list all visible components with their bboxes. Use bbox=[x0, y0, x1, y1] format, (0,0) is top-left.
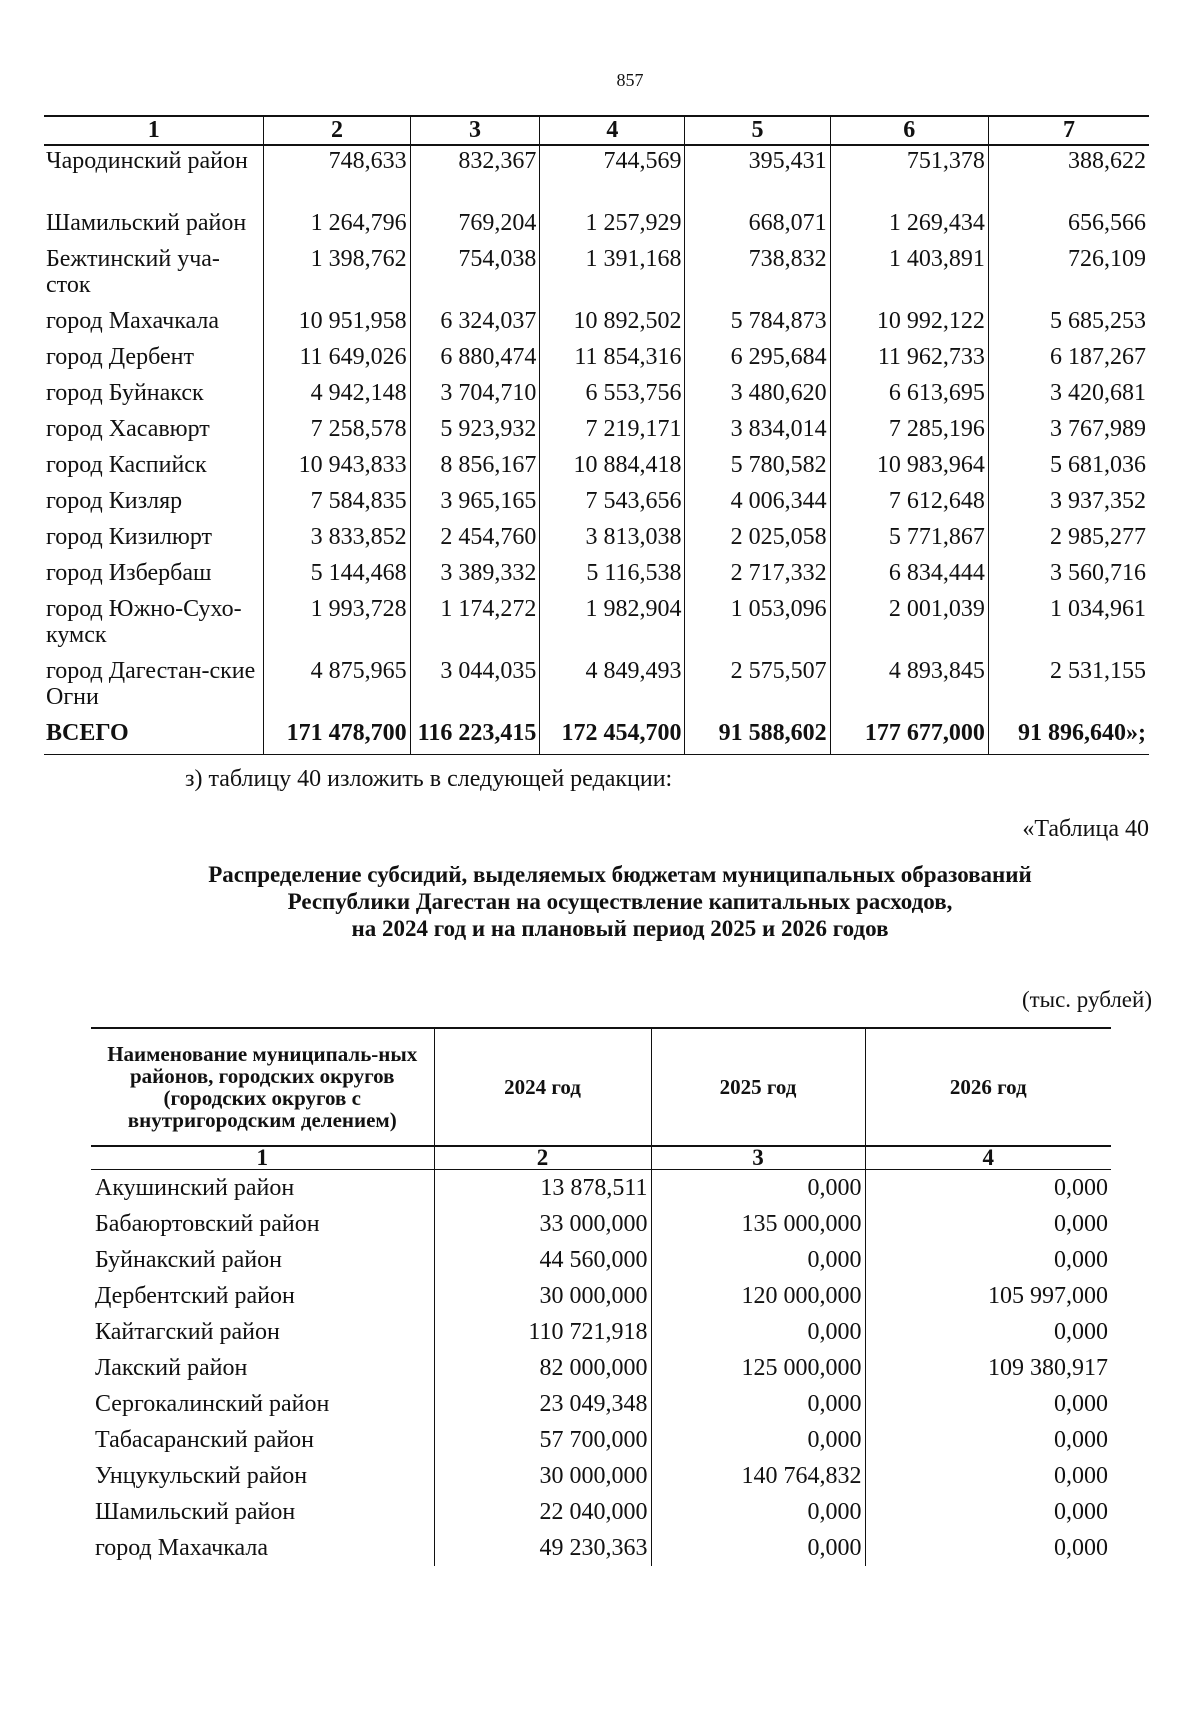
value-cell: 3 560,716 bbox=[988, 560, 1149, 596]
municipality-name: Сергокалинский район bbox=[95, 1391, 330, 1417]
value-cell: 82 000,000 bbox=[434, 1350, 651, 1386]
value-cell: 832,367 bbox=[410, 145, 540, 210]
municipality-name: Чародинский район bbox=[46, 148, 248, 174]
value-cell: 1 034,961 bbox=[988, 596, 1149, 658]
units-label: (тыс. рублей) bbox=[1021, 987, 1152, 1012]
table-row bbox=[44, 416, 1149, 452]
total-cell: 172 454,700 bbox=[540, 720, 685, 755]
value-cell: 3 965,165 bbox=[410, 488, 540, 524]
value-cell: 0,000 bbox=[865, 1170, 1111, 1207]
table1-col-number: 2 bbox=[264, 116, 410, 145]
value-cell: 57 700,000 bbox=[434, 1422, 651, 1458]
value-cell: 1 264,796 bbox=[264, 210, 410, 246]
value-cell: 0,000 bbox=[651, 1530, 865, 1566]
value-cell: 30 000,000 bbox=[434, 1278, 651, 1314]
table-row bbox=[91, 1170, 1111, 1207]
table-row bbox=[44, 658, 1149, 720]
value-cell: 5 685,253 bbox=[988, 308, 1149, 344]
value-cell: 4 006,344 bbox=[685, 488, 830, 524]
value-cell: 2 985,277 bbox=[988, 524, 1149, 560]
table-row bbox=[44, 145, 1149, 210]
municipality-name: город Буйнакск bbox=[46, 380, 204, 406]
municipality-name: город Махачкала bbox=[95, 1535, 268, 1561]
value-cell: 8 856,167 bbox=[410, 452, 540, 488]
municipality-name: город Кизилюрт bbox=[46, 524, 213, 550]
table2-col-number: 3 bbox=[651, 1146, 865, 1170]
value-cell: 0,000 bbox=[865, 1530, 1111, 1566]
value-cell: 6 834,444 bbox=[830, 560, 988, 596]
value-cell: 0,000 bbox=[865, 1386, 1111, 1422]
value-cell: 10 951,958 bbox=[264, 308, 410, 344]
value-cell: 105 997,000 bbox=[865, 1278, 1111, 1314]
value-cell: 748,633 bbox=[264, 145, 410, 210]
table-label: «Таблица 40 bbox=[1022, 816, 1149, 842]
table2-col-number: 2 bbox=[434, 1146, 651, 1170]
value-cell: 7 258,578 bbox=[264, 416, 410, 452]
value-cell: 44 560,000 bbox=[434, 1242, 651, 1278]
value-cell: 1 257,929 bbox=[540, 210, 685, 246]
value-cell: 1 398,762 bbox=[264, 246, 410, 308]
value-cell: 0,000 bbox=[651, 1314, 865, 1350]
table-row bbox=[91, 1242, 1111, 1278]
table-row bbox=[44, 596, 1149, 658]
value-cell: 30 000,000 bbox=[434, 1458, 651, 1494]
value-cell: 3 937,352 bbox=[988, 488, 1149, 524]
value-cell: 10 943,833 bbox=[264, 452, 410, 488]
table1-header-row bbox=[44, 116, 1149, 145]
value-cell: 140 764,832 bbox=[651, 1458, 865, 1494]
municipality-name: Кайтагский район bbox=[95, 1319, 280, 1345]
value-cell: 0,000 bbox=[865, 1314, 1111, 1350]
municipality-name: город Каспийск bbox=[46, 452, 207, 478]
municipality-name: Буйнакский район bbox=[95, 1247, 282, 1273]
municipality-name: город Дагестан-ские Огни bbox=[46, 658, 256, 710]
value-cell: 2 454,760 bbox=[410, 524, 540, 560]
value-cell: 0,000 bbox=[651, 1422, 865, 1458]
municipality-name: Лакский район bbox=[95, 1355, 248, 1381]
municipality-name: город Хасавюрт bbox=[46, 416, 210, 442]
value-cell: 6 613,695 bbox=[830, 380, 988, 416]
table-row bbox=[91, 1278, 1111, 1314]
table-row bbox=[44, 488, 1149, 524]
table-row bbox=[91, 1458, 1111, 1494]
municipality-name: Акушинский район bbox=[95, 1175, 295, 1201]
continuation-table bbox=[44, 115, 1149, 755]
value-cell: 1 174,272 bbox=[410, 596, 540, 658]
value-cell: 10 983,964 bbox=[830, 452, 988, 488]
title-line: Республики Дагестан на осуществление капитальных расходов, bbox=[287, 889, 953, 914]
total-cell: 91 588,602 bbox=[685, 720, 830, 755]
value-cell: 1 993,728 bbox=[264, 596, 410, 658]
value-cell: 1 269,434 bbox=[830, 210, 988, 246]
table-row bbox=[44, 380, 1149, 416]
value-cell: 7 543,656 bbox=[540, 488, 685, 524]
table-row bbox=[44, 344, 1149, 380]
table-row bbox=[91, 1350, 1111, 1386]
municipality-name: город Избербаш bbox=[46, 560, 212, 586]
value-cell: 1 982,904 bbox=[540, 596, 685, 658]
municipality-name: Дербентский район bbox=[95, 1283, 295, 1309]
value-cell: 1 391,168 bbox=[540, 246, 685, 308]
value-cell: 109 380,917 bbox=[865, 1350, 1111, 1386]
column-header-2024: 2024 год bbox=[434, 1028, 651, 1146]
municipality-name: город Дербент bbox=[46, 344, 194, 370]
total-cell: 171 478,700 bbox=[264, 720, 410, 755]
total-cell: 91 896,640»; bbox=[988, 720, 1149, 755]
table-title bbox=[120, 861, 1120, 942]
page-number: 857 bbox=[616, 70, 644, 90]
value-cell: 10 892,502 bbox=[540, 308, 685, 344]
value-cell: 3 389,332 bbox=[410, 560, 540, 596]
table2-header-row bbox=[91, 1028, 1111, 1146]
municipality-name: Бабаюртовский район bbox=[95, 1211, 320, 1237]
table-row bbox=[44, 560, 1149, 596]
value-cell: 1 053,096 bbox=[685, 596, 830, 658]
value-cell: 656,566 bbox=[988, 210, 1149, 246]
value-cell: 3 813,038 bbox=[540, 524, 685, 560]
value-cell: 10 884,418 bbox=[540, 452, 685, 488]
value-cell: 33 000,000 bbox=[434, 1206, 651, 1242]
value-cell: 3 833,852 bbox=[264, 524, 410, 560]
value-cell: 6 324,037 bbox=[410, 308, 540, 344]
column-header-2025: 2025 год bbox=[651, 1028, 865, 1146]
value-cell: 726,109 bbox=[988, 246, 1149, 308]
value-cell: 0,000 bbox=[865, 1422, 1111, 1458]
value-cell: 6 880,474 bbox=[410, 344, 540, 380]
value-cell: 120 000,000 bbox=[651, 1278, 865, 1314]
subsidy-table bbox=[91, 1027, 1111, 1566]
value-cell: 5 144,468 bbox=[264, 560, 410, 596]
table1-col-number: 7 bbox=[988, 116, 1149, 145]
table1-col-number: 5 bbox=[685, 116, 830, 145]
value-cell: 7 612,648 bbox=[830, 488, 988, 524]
municipality-name: город Кизляр bbox=[46, 488, 183, 514]
value-cell: 738,832 bbox=[685, 246, 830, 308]
value-cell: 2 717,332 bbox=[685, 560, 830, 596]
value-cell: 751,378 bbox=[830, 145, 988, 210]
value-cell: 110 721,918 bbox=[434, 1314, 651, 1350]
municipality-name: Шамильский район bbox=[95, 1499, 296, 1525]
table1-col-number: 1 bbox=[44, 116, 264, 145]
value-cell: 49 230,363 bbox=[434, 1530, 651, 1566]
value-cell: 22 040,000 bbox=[434, 1494, 651, 1530]
value-cell: 3 767,989 bbox=[988, 416, 1149, 452]
municipality-name: Табасаранский район bbox=[95, 1427, 315, 1453]
total-cell: 116 223,415 bbox=[410, 720, 540, 755]
table1-col-number: 4 bbox=[540, 116, 685, 145]
value-cell: 5 771,867 bbox=[830, 524, 988, 560]
municipality-name: город Махачкала bbox=[46, 308, 219, 334]
total-label: ВСЕГО bbox=[44, 720, 264, 755]
value-cell: 0,000 bbox=[865, 1494, 1111, 1530]
value-cell: 5 784,873 bbox=[685, 308, 830, 344]
table2-number-row bbox=[91, 1146, 1111, 1170]
value-cell: 0,000 bbox=[865, 1242, 1111, 1278]
value-cell: 668,071 bbox=[685, 210, 830, 246]
value-cell: 1 403,891 bbox=[830, 246, 988, 308]
value-cell: 2 025,058 bbox=[685, 524, 830, 560]
municipality-name: Шамильский район bbox=[46, 210, 247, 236]
value-cell: 3 704,710 bbox=[410, 380, 540, 416]
value-cell: 13 878,511 bbox=[434, 1170, 651, 1207]
value-cell: 769,204 bbox=[410, 210, 540, 246]
value-cell: 744,569 bbox=[540, 145, 685, 210]
value-cell: 3 044,035 bbox=[410, 658, 540, 720]
value-cell: 3 420,681 bbox=[988, 380, 1149, 416]
value-cell: 5 681,036 bbox=[988, 452, 1149, 488]
column-header-2026: 2026 год bbox=[865, 1028, 1111, 1146]
value-cell: 6 553,756 bbox=[540, 380, 685, 416]
table2-col-number: 4 bbox=[865, 1146, 1111, 1170]
value-cell: 2 575,507 bbox=[685, 658, 830, 720]
amendment-paragraph: з) таблицу 40 изложить в следующей редакции: bbox=[185, 766, 673, 792]
table1-col-number: 6 bbox=[830, 116, 988, 145]
value-cell: 7 219,171 bbox=[540, 416, 685, 452]
value-cell: 135 000,000 bbox=[651, 1206, 865, 1242]
total-cell: 177 677,000 bbox=[830, 720, 988, 755]
municipality-name: город Южно-Сухо-кумск bbox=[46, 596, 242, 648]
table-row bbox=[91, 1494, 1111, 1530]
table-row bbox=[44, 524, 1149, 560]
value-cell: 2 001,039 bbox=[830, 596, 988, 658]
value-cell: 7 285,196 bbox=[830, 416, 988, 452]
value-cell: 754,038 bbox=[410, 246, 540, 308]
table-row bbox=[91, 1206, 1111, 1242]
value-cell: 5 780,582 bbox=[685, 452, 830, 488]
value-cell: 3 834,014 bbox=[685, 416, 830, 452]
value-cell: 0,000 bbox=[651, 1170, 865, 1207]
value-cell: 0,000 bbox=[865, 1206, 1111, 1242]
table-row bbox=[91, 1530, 1111, 1566]
column-header-name: Наименование муниципаль-ных районов, городских округов (городских округов с внутригородским делением) bbox=[91, 1028, 434, 1146]
table-row bbox=[44, 246, 1149, 308]
municipality-name: Бежтинский уча-сток bbox=[46, 246, 220, 298]
municipality-name: Унцукульский район bbox=[95, 1463, 308, 1489]
value-cell: 11 854,316 bbox=[540, 344, 685, 380]
value-cell: 5 923,932 bbox=[410, 416, 540, 452]
value-cell: 4 942,148 bbox=[264, 380, 410, 416]
value-cell: 10 992,122 bbox=[830, 308, 988, 344]
table-row bbox=[91, 1386, 1111, 1422]
value-cell: 395,431 bbox=[685, 145, 830, 210]
value-cell: 0,000 bbox=[865, 1458, 1111, 1494]
value-cell: 2 531,155 bbox=[988, 658, 1149, 720]
value-cell: 6 295,684 bbox=[685, 344, 830, 380]
table-row bbox=[44, 210, 1149, 246]
value-cell: 0,000 bbox=[651, 1494, 865, 1530]
value-cell: 4 849,493 bbox=[540, 658, 685, 720]
value-cell: 4 875,965 bbox=[264, 658, 410, 720]
title-line: на 2024 год и на плановый период 2025 и 2026 годов bbox=[351, 916, 889, 941]
table2-col-number: 1 bbox=[91, 1146, 434, 1170]
table-row bbox=[44, 308, 1149, 344]
value-cell: 0,000 bbox=[651, 1242, 865, 1278]
table-row bbox=[91, 1314, 1111, 1350]
value-cell: 388,622 bbox=[988, 145, 1149, 210]
total-row bbox=[44, 720, 1149, 755]
table1-col-number: 3 bbox=[410, 116, 540, 145]
value-cell: 3 480,620 bbox=[685, 380, 830, 416]
value-cell: 23 049,348 bbox=[434, 1386, 651, 1422]
title-line: Распределение субсидий, выделяемых бюджетам муниципальных образований bbox=[208, 862, 1032, 887]
value-cell: 7 584,835 bbox=[264, 488, 410, 524]
table-row bbox=[91, 1422, 1111, 1458]
table-row bbox=[44, 452, 1149, 488]
value-cell: 4 893,845 bbox=[830, 658, 988, 720]
value-cell: 11 649,026 bbox=[264, 344, 410, 380]
value-cell: 125 000,000 bbox=[651, 1350, 865, 1386]
value-cell: 0,000 bbox=[651, 1386, 865, 1422]
value-cell: 5 116,538 bbox=[540, 560, 685, 596]
value-cell: 11 962,733 bbox=[830, 344, 988, 380]
value-cell: 6 187,267 bbox=[988, 344, 1149, 380]
